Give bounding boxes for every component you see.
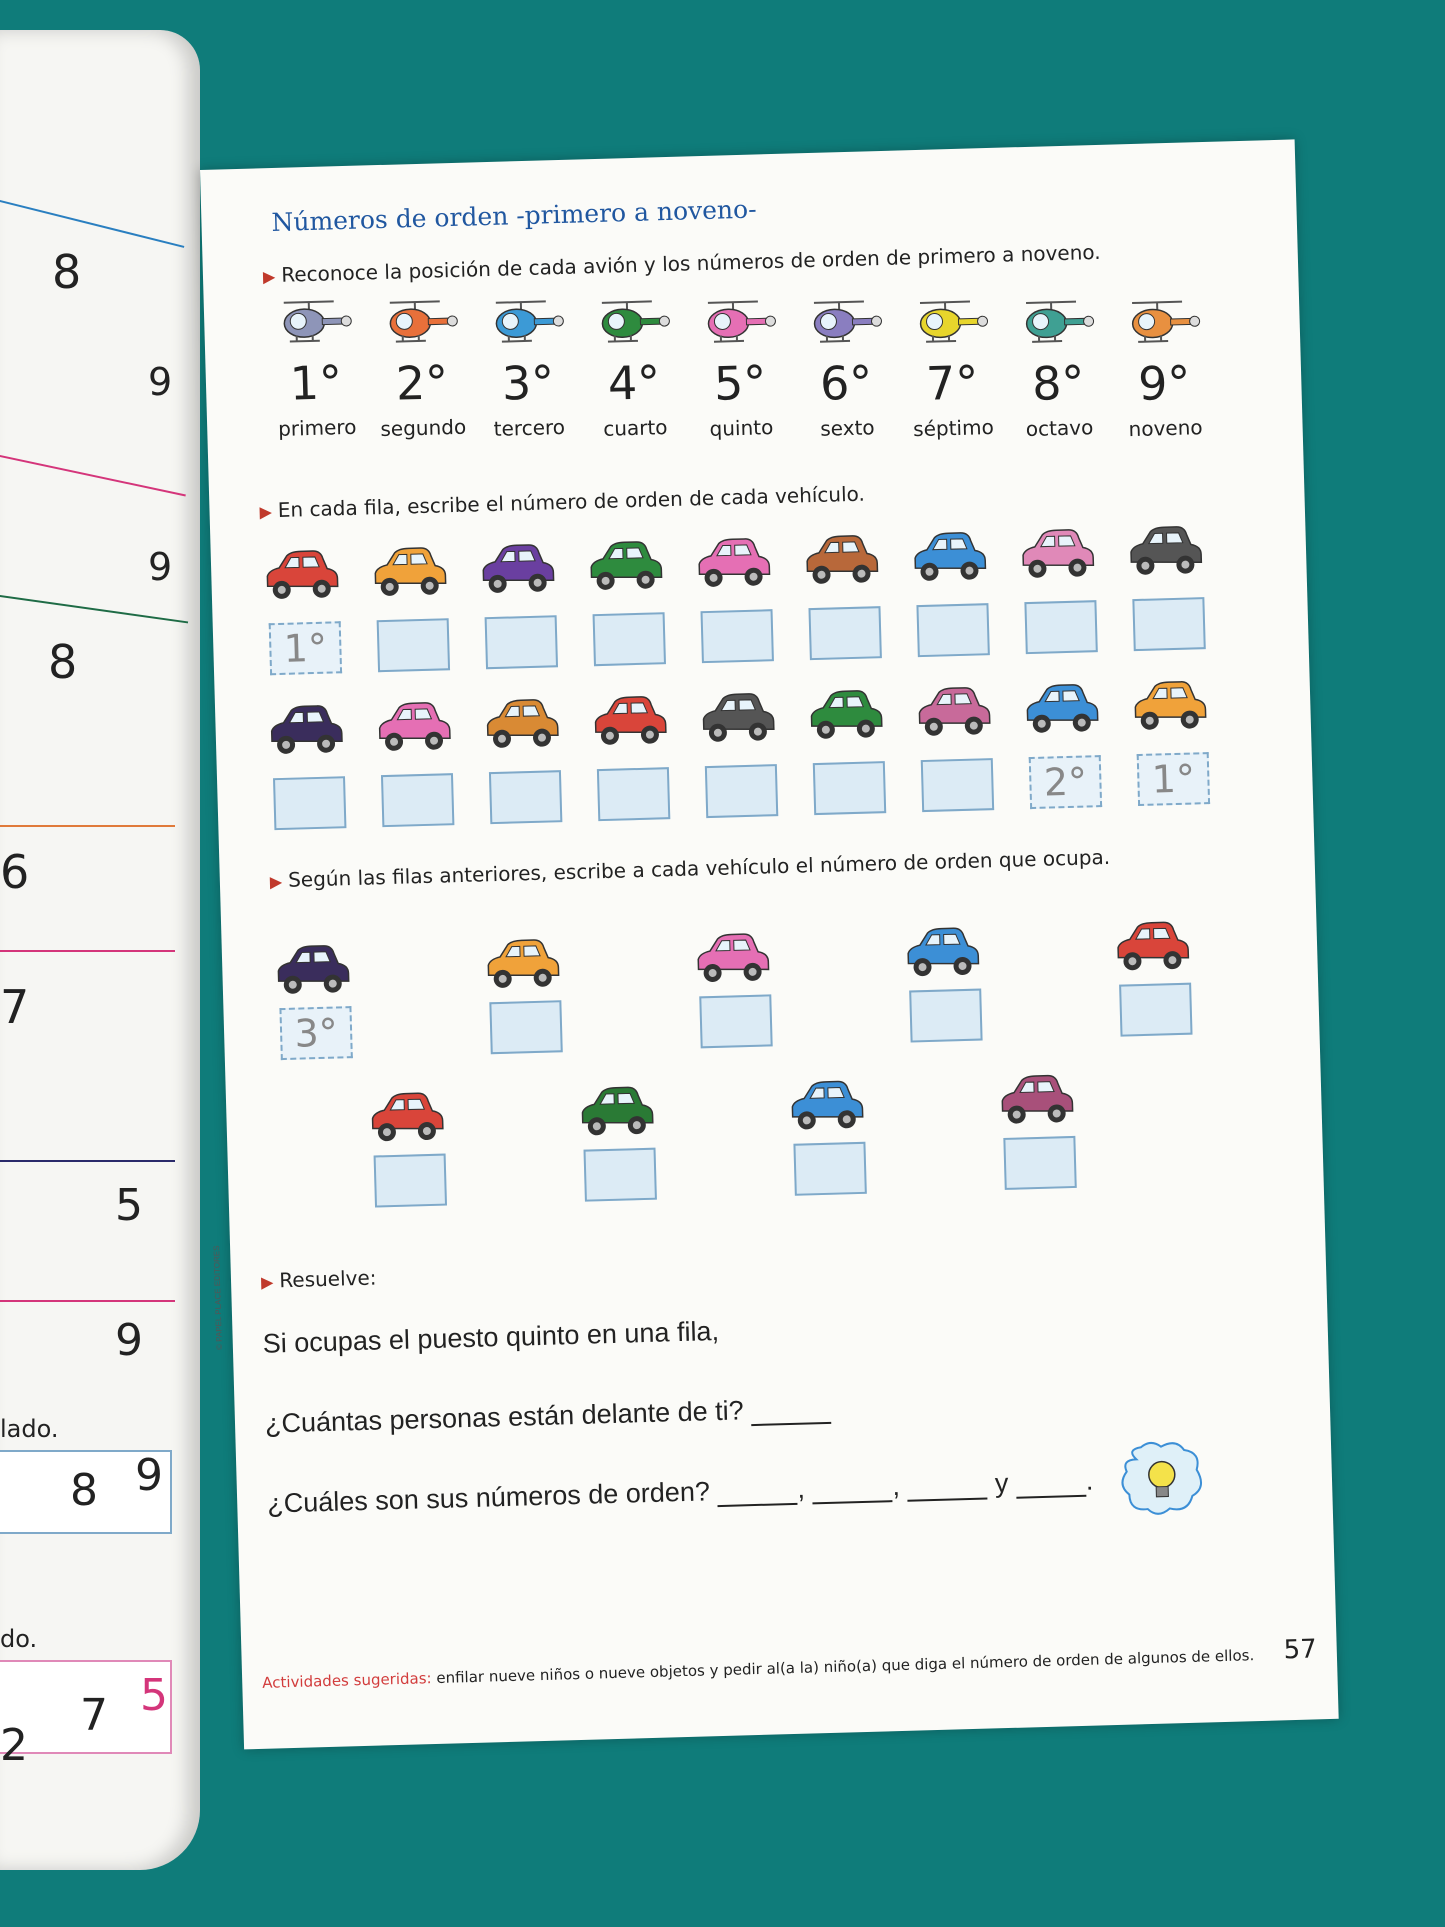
car-icon [913, 683, 995, 741]
page-number: 57 [1283, 1634, 1318, 1666]
number-line [0, 825, 175, 827]
footer-note [262, 1646, 1254, 1692]
number-line [0, 950, 175, 952]
helicopter-item [794, 296, 898, 442]
left-number: 2 [0, 1720, 28, 1771]
left-number: 8 [48, 635, 78, 689]
answer-box[interactable] [699, 994, 772, 1048]
left-number: 9 [115, 1315, 143, 1366]
car-icon [589, 692, 671, 750]
ordinal-word: cuarto [602, 415, 668, 441]
answer-box[interactable] [909, 989, 982, 1043]
answer-row-2 [267, 751, 1248, 834]
ordinal-word: noveno [1128, 415, 1203, 442]
instruction-fila [259, 482, 865, 523]
question-3 [267, 1466, 1094, 1520]
answer-blank[interactable] [907, 1474, 988, 1502]
ordinal-word: primero [277, 414, 357, 441]
ordinal-number: 7° [925, 355, 980, 411]
triangle-bullet-icon: ▶ [260, 1272, 274, 1292]
answer-box[interactable] [485, 615, 558, 669]
answer-box[interactable]: 3° [279, 1006, 352, 1060]
triangle-bullet-icon: ▶ [269, 871, 283, 892]
car-icon [692, 534, 774, 592]
answer-box[interactable]: 2° [1029, 755, 1102, 809]
car-icon [272, 941, 354, 999]
car-icon [1021, 680, 1103, 738]
number-line [0, 455, 186, 496]
car-icon [366, 1088, 448, 1146]
instruction-text: Reconoce la posición de cada avión y los números de orden de primero a noveno. [280, 239, 1101, 287]
car-icon [996, 1071, 1078, 1129]
answer-box[interactable] [584, 1148, 657, 1202]
answer-box[interactable] [597, 767, 670, 821]
answer-box[interactable] [916, 603, 989, 657]
separator: , [891, 1470, 901, 1502]
left-fragment: lado. [0, 1415, 59, 1443]
left-number: 7 [80, 1690, 108, 1741]
footer-text: enfilar nueve niños o nueve objetos y pedir al(a la) niño(a) que diga el número de orden de algunos de ellos. [436, 1646, 1255, 1687]
answer-blank[interactable] [812, 1476, 893, 1504]
answer-box[interactable] [921, 758, 994, 812]
left-number: 9 [148, 545, 173, 589]
left-number: 8 [52, 245, 82, 299]
helicopter-icon [1112, 296, 1213, 354]
helicopter-item [688, 296, 792, 442]
answer-box[interactable] [489, 770, 562, 824]
helicopter-icon [1006, 296, 1107, 354]
car-icon [786, 1077, 868, 1135]
car-icon [482, 935, 564, 993]
helicopter-icon [476, 296, 577, 354]
answer-blank[interactable] [1016, 1471, 1087, 1499]
answer-box[interactable] [813, 761, 886, 815]
car-row-2 [265, 676, 1246, 763]
answer-box[interactable] [1119, 983, 1192, 1037]
ordinal-word: octavo [1025, 415, 1094, 442]
triangle-bullet-icon: ▶ [259, 502, 273, 522]
number-line [0, 1300, 175, 1302]
instruction-text: Resuelve: [279, 1265, 377, 1293]
ordinal-word: sexto [819, 415, 875, 441]
answer-box[interactable] [701, 609, 774, 663]
question-2 [265, 1393, 832, 1440]
left-page [0, 30, 200, 1870]
car-icon [691, 929, 773, 987]
left-number: 5 [140, 1670, 168, 1721]
answer-box[interactable] [808, 606, 881, 660]
car-icon [800, 531, 882, 589]
car-icon [697, 689, 779, 747]
ordinal-number: 3° [501, 355, 555, 411]
ordinal-word: séptimo [912, 414, 995, 442]
instruction-resuelve [261, 1266, 377, 1293]
helicopter-icon [370, 296, 471, 354]
answer-box[interactable] [705, 764, 778, 818]
helicopter-icon [582, 296, 683, 354]
answer-blank[interactable] [717, 1479, 798, 1507]
answer-box[interactable]: 1° [1137, 752, 1210, 806]
answer-box[interactable] [1024, 600, 1097, 654]
publisher-credit: © PAPEL PLACE EDITORES [212, 1245, 224, 1351]
left-number: 9 [135, 1450, 163, 1501]
ordinal-number: 2° [395, 355, 449, 411]
car-icon [477, 540, 559, 598]
separator: y [994, 1467, 1009, 1499]
left-number: 8 [70, 1465, 98, 1516]
car-icon [1111, 918, 1193, 976]
instruction-segun [270, 845, 1111, 892]
car-icon [261, 546, 343, 604]
helicopter-item [264, 295, 368, 441]
ordinal-word: segundo [380, 414, 467, 442]
question-1: Si ocupas el puesto quinto en una fila, [262, 1315, 720, 1359]
answer-box[interactable]: 1° [269, 621, 342, 675]
ordinal-number: 1° [289, 355, 343, 411]
car-icon [576, 1083, 658, 1141]
helicopter-item [1112, 296, 1216, 442]
answer-box[interactable] [793, 1142, 866, 1196]
ordinal-word: tercero [493, 414, 566, 441]
car-icon [1124, 522, 1206, 580]
helicopter-icon [900, 296, 1001, 354]
helicopter-item [1006, 296, 1110, 442]
left-fragment: do. [0, 1625, 38, 1653]
car-icon [481, 695, 563, 753]
instruction-text: En cada fila, escribe el número de orden de cada vehículo. [277, 481, 866, 522]
separator: . [1085, 1465, 1094, 1496]
page-title: Números de orden -primero a noveno- [271, 194, 757, 238]
footer-label: Actividades sugeridas: [262, 1669, 432, 1692]
helicopter-item [900, 296, 1004, 442]
left-number: 9 [148, 360, 173, 404]
answer-box[interactable] [381, 773, 454, 827]
helicopter-row [264, 271, 1228, 468]
left-number: 5 [115, 1180, 143, 1231]
number-line [0, 1160, 175, 1162]
helicopter-icon [688, 296, 789, 354]
answer-blank[interactable] [751, 1398, 832, 1426]
ordinal-number: 8° [1031, 355, 1086, 411]
left-number: 6 [0, 845, 30, 899]
ordinal-number: 9° [1137, 355, 1192, 411]
car-icon [1016, 525, 1098, 583]
ordinal-word: quinto [709, 415, 774, 441]
car-icon [805, 686, 887, 744]
helicopter-icon [264, 295, 365, 353]
answer-box[interactable] [489, 1000, 562, 1054]
instruction-text: Según las filas anteriores, escribe a cada vehículo el número de orden que ocupa. [287, 844, 1111, 892]
answer-box[interactable] [273, 776, 346, 830]
car-icon [1129, 677, 1211, 735]
ordinal-number: 5° [713, 355, 768, 411]
ordinal-number: 4° [607, 355, 661, 411]
helicopter-item [582, 296, 686, 442]
answer-box[interactable] [377, 618, 450, 672]
separator: , [796, 1473, 806, 1504]
question-text: ¿Cuáles son sus números de orden? [266, 1476, 711, 1519]
answer-box[interactable] [374, 1154, 447, 1208]
answer-box[interactable] [1132, 597, 1205, 651]
ordinal-number: 6° [819, 355, 874, 411]
helicopter-icon [794, 296, 895, 354]
workbook-page [200, 139, 1339, 1749]
triangle-bullet-icon: ▶ [262, 266, 276, 287]
car-icon [265, 701, 347, 759]
car-icon [901, 923, 983, 981]
answer-row-1 [263, 596, 1244, 679]
helicopter-item [476, 296, 580, 442]
car-icon [908, 528, 990, 586]
question-text: ¿Cuántas personas están delante de ti? [264, 1395, 745, 1439]
car-icon [373, 698, 455, 756]
number-line [0, 200, 184, 248]
left-number: 7 [0, 980, 30, 1034]
answer-box[interactable] [593, 612, 666, 666]
car-icon [369, 543, 451, 601]
car-icon [584, 537, 666, 595]
answer-box[interactable] [1003, 1136, 1076, 1190]
lightbulb-icon [1116, 1437, 1208, 1519]
helicopter-item [370, 296, 474, 442]
number-line [0, 595, 188, 623]
car-row-1 [261, 521, 1242, 608]
